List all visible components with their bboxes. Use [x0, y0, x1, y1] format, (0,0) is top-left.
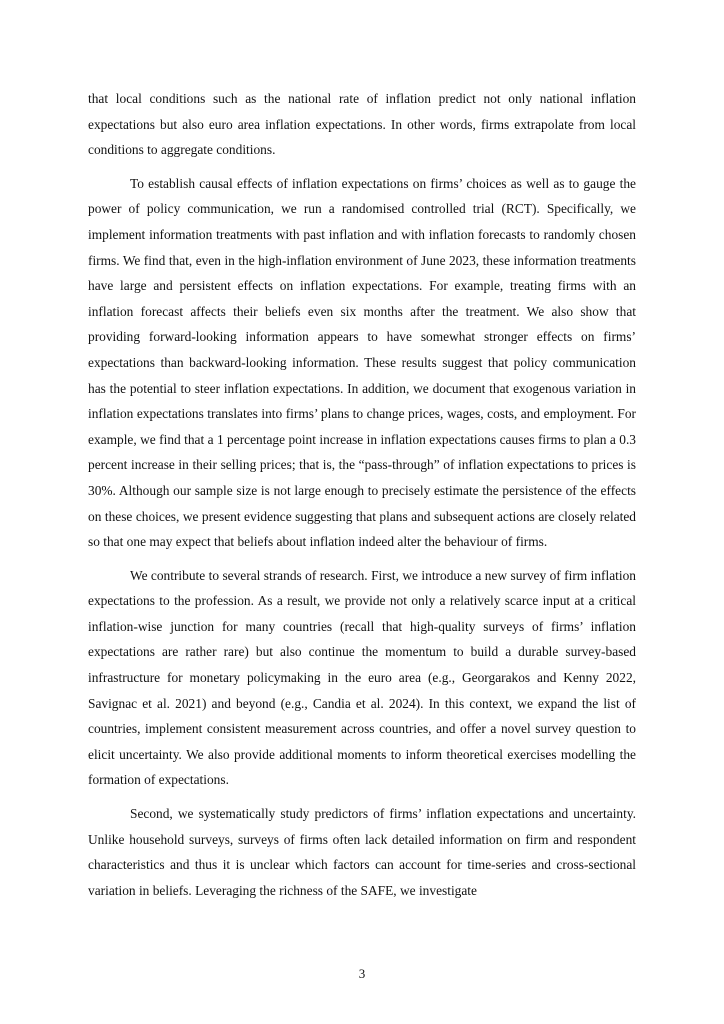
body-text: [88, 86, 636, 911]
paragraph-contributions: We contribute to several strands of research. First, we introduce a new survey of firm inflation expectations to the profession. As a result, we provide not only a relatively scarce input at a critical inflation-wise junction for many countries (recall that high-quality surveys of firms’ inflation expectations are rather rare) but also continue the momentum to build a durable survey-based infrastructure for monetary policymaking in the euro area (e.g., Georgarakos and Kenny 2022, Savignac et al. 2021) and beyond (e.g., Candia et al. 2024). In this context, we expand the list of countries, implement consistent measurement across countries, and offer a novel survey question to elicit uncertainty. We also provide additional moments to inform theoretical exercises modelling the formation of expectations.: [88, 567, 636, 788]
paragraph-rct: To establish causal effects of inflation expectations on firms’ choices as well as to gauge the power of policy communication, we run a randomised controlled trial (RCT). Specifically, we implement information treatments with past inflation and with inflation forecasts to randomly chosen firms. We find that, even in the high-inflation environment of June 2023, these information treatments have large and persistent effects on inflation expectations. For example, treating firms with an inflation forecast affects their beliefs even six months after the treatment. We also show that providing forward-looking information appears to have somewhat stronger effects on firms’ expectations than backward-looking information. These results suggest that policy communication has the potential to steer inflation expectations. In addition, we document that exogenous variation in inflation expectations translates into firms’ plans to change prices, wages, costs, and employment. For example, we find that a 1 percentage point increase in inflation expectations causes firms to plan a 0.3 percent increase in their selling prices; that is, the “pass-through” of inflation expectations to prices is 30%. Although our sample size is not large enough to precisely estimate the persistence of the effects on these choices, we present evidence suggesting that plans and subsequent actions are closely related so that one may expect that beliefs about inflation indeed alter the behaviour of firms.: [88, 175, 636, 550]
page-number: 3: [358, 966, 366, 981]
paragraph-continued: that local conditions such as the national rate of inflation predict not only national inflation expectations but also euro area inflation expectations. In other words, firms extrapolate from local conditions to aggregate conditions.: [88, 91, 636, 158]
paragraph-predictors: Second, we systematically study predictors of firms’ inflation expectations and uncertainty. Unlike household surveys, surveys of firms often lack detailed information on firm and respondent characteristics and thus it is unclear which factors can account for time-series and cross-sectional variation in beliefs. Leveraging the richness of the SAFE, we investigate: [88, 806, 636, 898]
